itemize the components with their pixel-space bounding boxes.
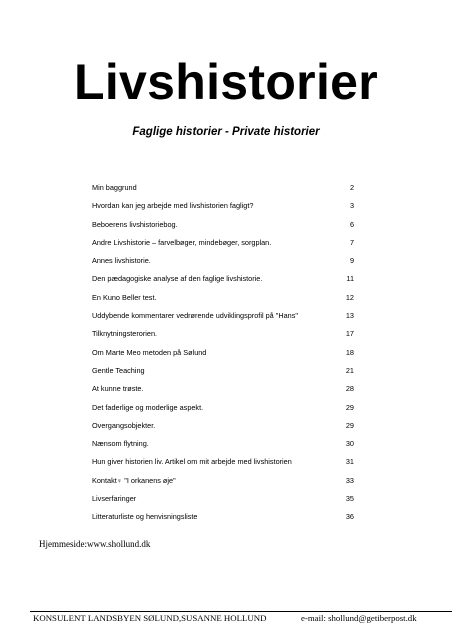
toc-entry-title: Min baggrund <box>92 183 137 192</box>
toc-entry-title: At kunne trøste. <box>92 384 144 394</box>
toc-entry-page-number: 30 <box>345 439 354 449</box>
toc-entry[interactable] <box>92 439 354 457</box>
toc-entry-page-number: 28 <box>345 384 354 394</box>
toc-entry-title: Nænsom flytning. <box>92 439 149 449</box>
toc-entry[interactable] <box>92 476 354 494</box>
toc-entry-title: Den pædagogiske analyse af den faglige livshistorie. <box>92 274 263 284</box>
toc-entry-title: Tilknytningsterorien. <box>92 329 158 339</box>
toc-entry-title: Hvordan kan jeg arbejde med livshistorien fagligt? <box>92 201 254 211</box>
toc-entry[interactable] <box>92 256 354 274</box>
document-title: Livshistorier <box>74 54 378 110</box>
toc-entry[interactable] <box>92 201 354 219</box>
toc-entry-page-number: 7 <box>349 237 354 247</box>
toc-entry-title: En Kuno Beller test. <box>92 292 157 302</box>
toc-entry[interactable] <box>92 512 354 530</box>
footer-email: e-mail: shollund@getiberpost.dk <box>301 613 417 623</box>
toc-entry-title: Beboerens livshistoriebog. <box>92 219 178 229</box>
toc-entry-title: Kontakt♀ "I orkanens øje" <box>92 475 176 485</box>
toc-entry-title: Andre Livshistorie – farvelbøger, mindebøger, sorgplan. <box>92 237 272 247</box>
toc-entry[interactable] <box>92 494 354 512</box>
toc-entry[interactable] <box>92 403 354 421</box>
table-of-contents <box>92 183 354 531</box>
toc-entry-title: Uddybende kommentarer vedrørende udviklingsprofil på "Hans" <box>92 311 298 321</box>
page-footer <box>30 611 452 624</box>
toc-entry-page-number: 17 <box>345 329 354 339</box>
toc-entry-title: Annes livshistorie. <box>92 256 151 266</box>
toc-entry[interactable] <box>92 220 354 238</box>
toc-entry[interactable] <box>92 457 354 475</box>
toc-entry[interactable] <box>92 183 354 201</box>
toc-entry-title: Det faderlige og moderlige aspekt. <box>92 402 204 412</box>
toc-entry-page-number: 31 <box>345 457 354 467</box>
toc-entry-page-number: 6 <box>349 219 354 229</box>
toc-entry[interactable] <box>92 366 354 384</box>
toc-entry-page-number: 36 <box>345 512 354 522</box>
toc-entry-title: Gentle Teaching <box>92 365 145 375</box>
homepage-text: Hjemmeside:www.shollund.dk <box>39 539 151 549</box>
toc-entry[interactable] <box>92 293 354 311</box>
toc-entry-page-number: 18 <box>345 347 354 357</box>
toc-entry-page-number: 35 <box>345 494 354 504</box>
toc-entry-title: Litteraturliste og henvisningsliste <box>92 512 198 522</box>
toc-entry-page-number: 13 <box>345 311 354 321</box>
toc-entry-page-number: 3 <box>349 201 354 211</box>
toc-entry[interactable] <box>92 384 354 402</box>
toc-entry-title: Om Marte Meo metoden på Sølund <box>92 347 207 357</box>
toc-entry[interactable] <box>92 329 354 347</box>
toc-entry-title: Overgangsobjekter. <box>92 420 156 430</box>
toc-entry-title: Livserfaringer <box>92 494 137 504</box>
toc-entry[interactable] <box>92 238 354 256</box>
toc-entry-page-number: 21 <box>345 365 354 375</box>
toc-entry-page-number: 11 <box>346 274 354 284</box>
toc-entry[interactable] <box>92 348 354 366</box>
toc-entry-page-number: 33 <box>345 475 354 485</box>
toc-entry-page-number: 9 <box>349 256 354 266</box>
footer-author: KONSULENT LANDSBYEN SØLUND,SUSANNE HOLLUND <box>33 613 267 623</box>
toc-entry-page-number: 2 <box>349 183 354 192</box>
toc-entry[interactable] <box>92 274 354 292</box>
document-subtitle: Faglige historier - Private historier <box>132 126 320 138</box>
toc-entry[interactable] <box>92 421 354 439</box>
toc-entry-page-number: 29 <box>345 402 354 412</box>
toc-entry[interactable] <box>92 311 354 329</box>
toc-entry-title: Hun giver historien liv. Artikel om mit arbejde med livshistorien <box>92 457 292 467</box>
toc-entry-page-number: 12 <box>345 292 354 302</box>
toc-entry-page-number: 29 <box>345 420 354 430</box>
